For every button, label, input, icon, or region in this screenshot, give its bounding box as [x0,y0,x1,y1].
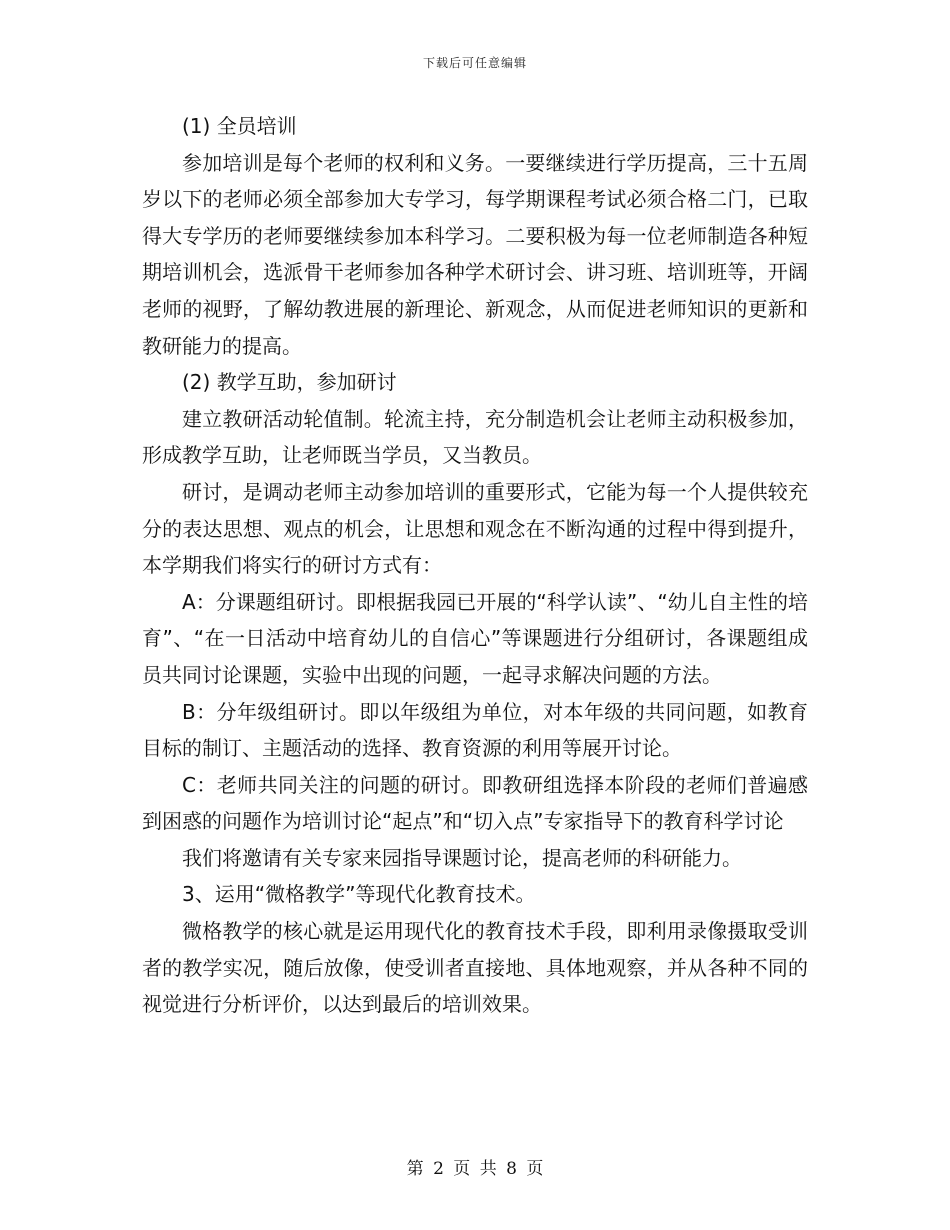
page-header: 下载后可任意编辑 [422,56,527,70]
paragraph: 研讨，是调动老师主动参加培训的重要形式，它能为每一个人提供较充分的表达思想、观点的机会，让思想和观念在不断沟通的过程中得到提升，本学期我们将实行的研讨方式有： [142,479,808,578]
paragraph: 微格教学的核心就是运用现代化的教育技术手段，即利用录像摄取受训者的教学实况，随后放像，使受训者直接地、具体地观察，并从各种不同的视觉进行分析评价，以达到最后的培训效果。 [142,919,808,1017]
document-body [142,108,808,1023]
paragraph: C：老师共同关注的问题的研讨。即教研组选择本阶段的老师们普遍感到困惑的问题作为培训讨论“起点”和“切入点”专家指导下的教育科学讨论 [142,772,808,834]
page-number-footer: 第 2 页 共 8 页 [406,1159,544,1179]
section-heading-teaching-mutual-aid: (2) 教学互助，参加研讨 [182,370,397,395]
paragraph: 参加培训是每个老师的权利和义务。一要继续进行学历提高，三十五周岁以下的老师必须全部参加大专学习，每学期课程考试必须合格二门，已取得大专学历的老师要继续参加本科学习。二要积极为每一位老师制造各种短期培训机会，选派骨干老师参加各种学术研讨会、讲习班、培训班等，开阔老师的视野，了解幼教进展的新理论、新观念，从而促进老师知识的更新和教研能力的提高。 [142,150,808,358]
paragraph: 我们将邀请有关专家来园指导课题讨论，提高老师的科研能力。 [182,845,742,870]
paragraph: 建立教研活动轮值制。轮流主持，充分制造机会让老师主动积极参加，形成教学互助，让老师既当学员，又当教员。 [142,406,808,468]
paragraph: B：分年级组研讨。即以年级组为单位，对本年级的共同问题，如教育目标的制订、主题活动的选择、教育资源的利用等展开讨论。 [142,699,808,761]
section-heading-microteaching: 3、运用“微格教学”等现代化教育技术。 [182,882,536,907]
paragraph: A：分课题组研讨。即根据我园已开展的“科学认读”、“幼儿自主性的培育”、“在一日活动中培育幼儿的自信心”等课题进行分组研讨，各课题组成员共同讨论课题，实验中出现的问题，一起寻求解决问题的方法。 [142,589,808,687]
section-heading-full-staff-training: (1) 全员培训 [182,114,297,138]
